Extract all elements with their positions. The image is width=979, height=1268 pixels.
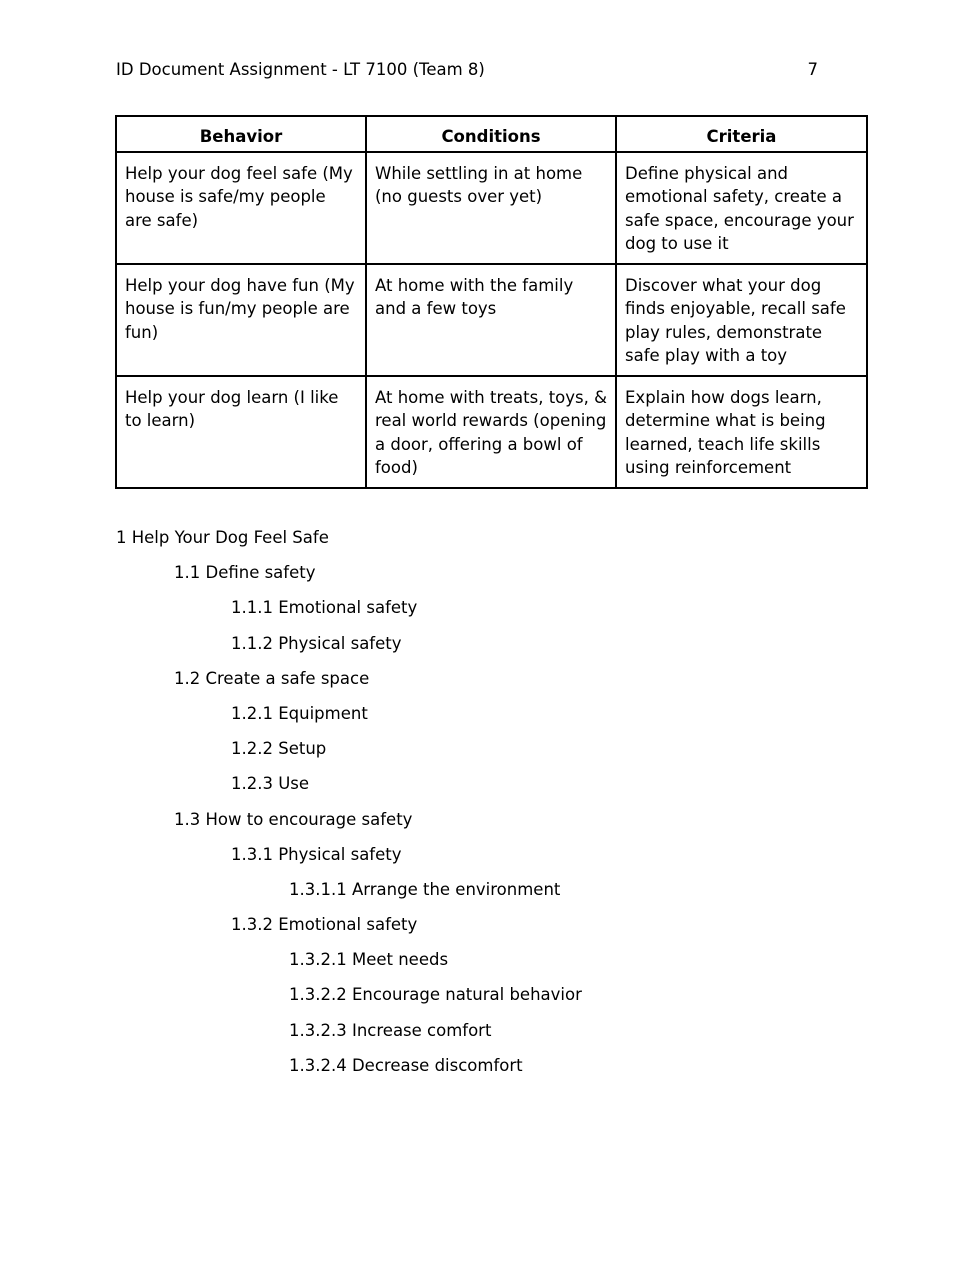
table-row xyxy=(116,152,867,264)
outline-item: 1.3.2 Emotional safety xyxy=(231,915,418,935)
column-header-criteria: Criteria xyxy=(616,116,867,152)
conditions-cell: At home with treats, toys, & real world rewards (opening a door, offering a bowl of food) xyxy=(366,376,616,488)
outline-item: 1.1 Define safety xyxy=(174,563,316,583)
outline-item: 1 Help Your Dog Feel Safe xyxy=(116,528,329,547)
conditions-cell: At home with the family and a few toys xyxy=(366,264,616,376)
objectives-table xyxy=(115,115,868,489)
behavior-cell: Help your dog learn (I like to learn) xyxy=(116,376,366,488)
outline-item: 1.3.2.3 Increase comfort xyxy=(289,1020,492,1040)
outline-item: 1.2.2 Setup xyxy=(231,739,327,759)
behavior-cell: Help your dog feel safe (My house is safe/my people are safe) xyxy=(116,152,366,264)
table-header-row xyxy=(116,116,867,152)
outline-item: 1.3.1 Physical safety xyxy=(231,844,402,864)
criteria-cell: Discover what your dog finds enjoyable, recall safe play rules, demonstrate safe play with a toy xyxy=(616,264,867,376)
outline-item: 1.3.2.2 Encourage natural behavior xyxy=(289,985,582,1005)
topic-outline xyxy=(116,526,876,1089)
outline-item: 1.3 How to encourage safety xyxy=(174,809,413,829)
page-number: 7 xyxy=(807,60,818,79)
page-header xyxy=(116,58,818,82)
behavior-cell: Help your dog have fun (My house is fun/my people are fun) xyxy=(116,264,366,376)
table-row xyxy=(116,264,867,376)
conditions-cell: While settling in at home (no guests over yet) xyxy=(366,152,616,264)
outline-item: 1.2.3 Use xyxy=(231,774,310,794)
outline-item: 1.3.1.1 Arrange the environment xyxy=(289,879,561,899)
criteria-cell: Explain how dogs learn, determine what is being learned, teach life skills using reinforcement xyxy=(616,376,867,488)
outline-item: 1.1.2 Physical safety xyxy=(231,633,402,653)
column-header-behavior: Behavior xyxy=(116,116,366,152)
outline-item: 1.3.2.1 Meet needs xyxy=(289,950,449,970)
outline-item: 1.3.2.4 Decrease discomfort xyxy=(289,1055,523,1075)
criteria-cell: Define physical and emotional safety, create a safe space, encourage your dog to use it xyxy=(616,152,867,264)
outline-item: 1.1.1 Emotional safety xyxy=(231,598,418,618)
outline-item: 1.2.1 Equipment xyxy=(231,703,368,723)
outline-item: 1.2 Create a safe space xyxy=(174,668,370,688)
column-header-conditions: Conditions xyxy=(366,116,616,152)
document-title: ID Document Assignment - LT 7100 (Team 8) xyxy=(116,60,485,79)
table-row xyxy=(116,376,867,488)
